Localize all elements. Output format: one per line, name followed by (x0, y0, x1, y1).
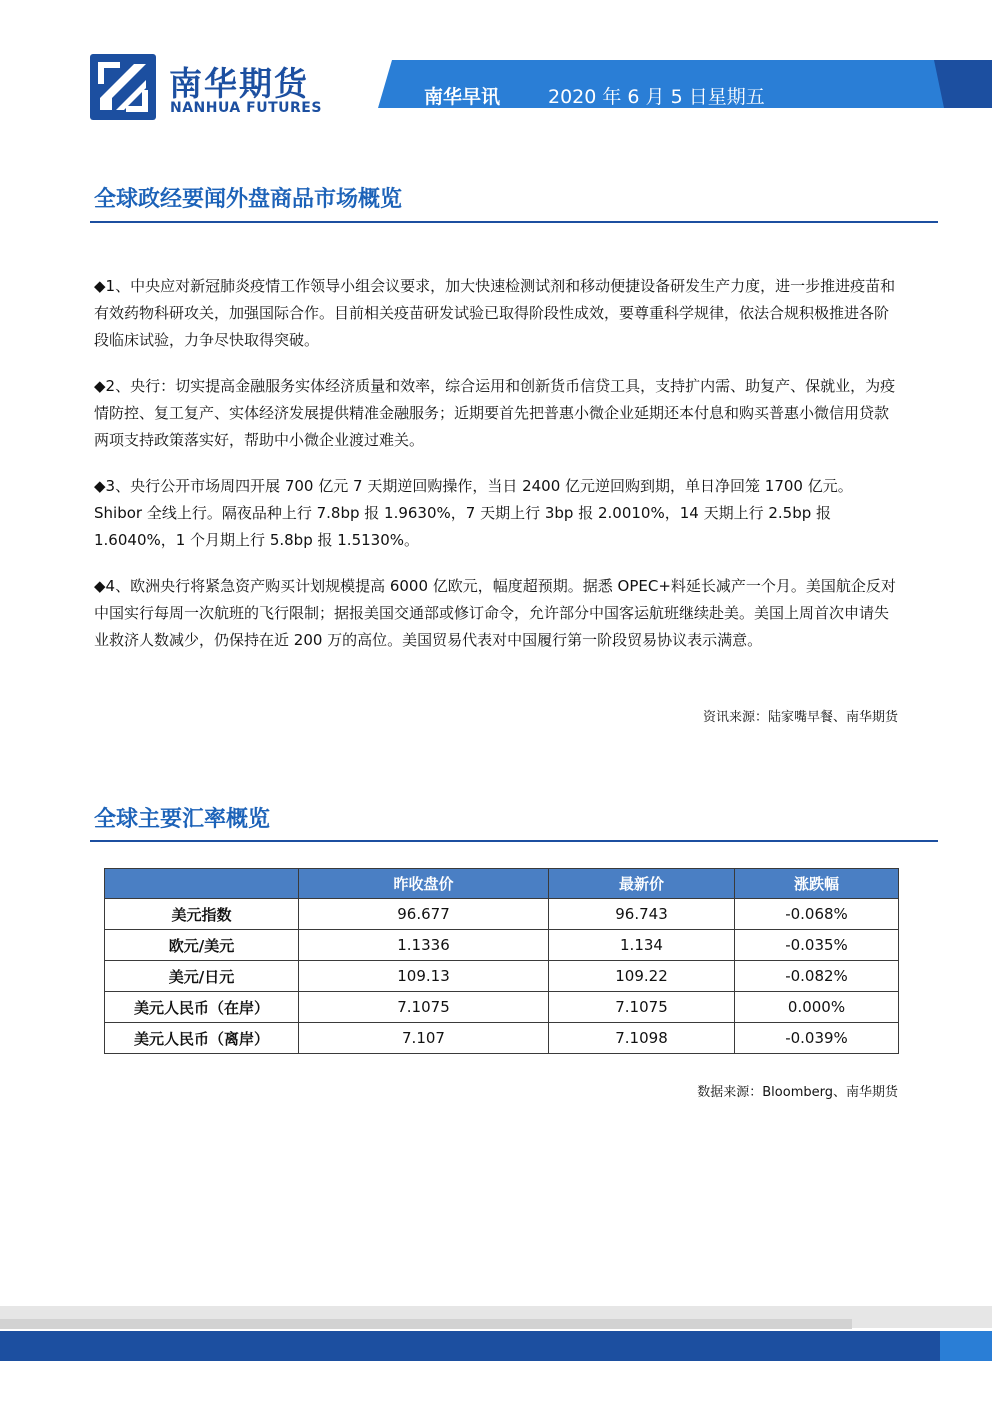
column-header-change: 涨跌幅 (735, 869, 899, 899)
section-divider (90, 840, 938, 842)
last-price-cell: 109.22 (549, 961, 735, 992)
prev-close-cell: 96.677 (299, 899, 549, 930)
rate-name-cell: 欧元/美元 (105, 930, 299, 961)
column-header-prev-close: 昨收盘价 (299, 869, 549, 899)
report-date: 2020 年 6 月 5 日星期五 (548, 86, 765, 108)
nanhua-logo-icon (90, 54, 156, 120)
section-news-title: 全球政经要闻外盘商品市场概览 (94, 187, 403, 212)
news-item-2: ◆2、央行：切实提高金融服务实体经济质量和效率，综合运用和创新货币信贷工具，支持扩内需、助复产、保就业，为疫情防控、复工复产、实体经济发展提供精准金融服务；近期要首先把普惠小微企业延期还本付息和购买普惠小微信用贷款两项支持政策落实好，帮助中小微企业渡过难关。 (94, 377, 896, 449)
news-item (94, 473, 896, 554)
table-row (105, 899, 899, 930)
report-title: 南华早讯 (424, 86, 501, 108)
rate-name-cell: 美元指数 (105, 899, 299, 930)
footer-bar-accent (940, 1331, 992, 1361)
table-row (105, 1023, 899, 1054)
table-row (105, 930, 899, 961)
news-item (94, 573, 896, 654)
news-item-1: ◆1、中央应对新冠肺炎疫情工作领导小组会议要求，加大快速检测试剂和移动便捷设备研发生产力度，进一步推进疫苗和有效药物科研攻关，加强国际合作。目前相关疫苗研发试验已取得阶段性成效，要尊重科学规律，依法合规积极推进各阶段临床试验，力争尽快取得突破。 (94, 277, 896, 349)
prev-close-cell: 1.1336 (299, 930, 549, 961)
prev-close-cell: 109.13 (299, 961, 549, 992)
change-cell: 0.000% (735, 992, 899, 1023)
change-cell: -0.082% (735, 961, 899, 992)
last-price-cell: 7.1075 (549, 992, 735, 1023)
prev-close-cell: 7.1075 (299, 992, 549, 1023)
news-item-3: ◆3、央行公开市场周四开展 700 亿元 7 天期逆回购操作，当日 2400 亿元逆回购到期，单日净回笼 1700 亿元。Shibor 全线上行。隔夜品种上行 7.8bp 报 1.9630%，7 天期上行 3bp 报 2.0010%，14 天期上行 2.5bp 报 1.6040%，1 个月期上行 5.8bp 报 1.5130%。 (94, 477, 853, 549)
table-header-row (105, 869, 899, 899)
news-item (94, 273, 896, 354)
rate-name-cell: 美元/日元 (105, 961, 299, 992)
column-header-last: 最新价 (549, 869, 735, 899)
change-cell: -0.039% (735, 1023, 899, 1054)
last-price-cell: 7.1098 (549, 1023, 735, 1054)
logo-name-cn: 南华期货 (169, 64, 309, 103)
section-fx-title: 全球主要汇率概览 (94, 807, 271, 832)
fx-table (104, 868, 899, 1054)
section-divider (90, 221, 938, 223)
change-cell: -0.068% (735, 899, 899, 930)
logo-name-en: NANHUA FUTURES (170, 100, 322, 116)
rate-name-cell: 美元人民币（在岸） (105, 992, 299, 1023)
news-source: 资讯来源：陆家嘴早餐、南华期货 (702, 710, 898, 725)
company-logo (90, 54, 330, 122)
data-source: 数据来源：Bloomberg、南华期货 (697, 1085, 898, 1100)
footer-bar (0, 1331, 940, 1361)
news-item (94, 373, 896, 454)
news-item-4: ◆4、欧洲央行将紧急资产购买计划规模提高 6000 亿欧元，幅度超预期。据悉 OPEC+料延长减产一个月。美国航企反对中国实行每周一次航班的飞行限制；据报美国交通部或修订命令，允许部分中国客运航班继续赴美。美国上周首次申请失业救济人数减少，仍保持在近 200 万的高位。美国贸易代表对中国履行第一阶段贸易协议表示满意。 (94, 577, 896, 649)
rate-name-cell: 美元人民币（离岸） (105, 1023, 299, 1054)
table-row (105, 961, 899, 992)
footer-band (0, 1319, 852, 1329)
column-header (105, 869, 299, 899)
last-price-cell: 96.743 (549, 899, 735, 930)
change-cell: -0.035% (735, 930, 899, 961)
last-price-cell: 1.134 (549, 930, 735, 961)
table-row (105, 992, 899, 1023)
prev-close-cell: 7.107 (299, 1023, 549, 1054)
